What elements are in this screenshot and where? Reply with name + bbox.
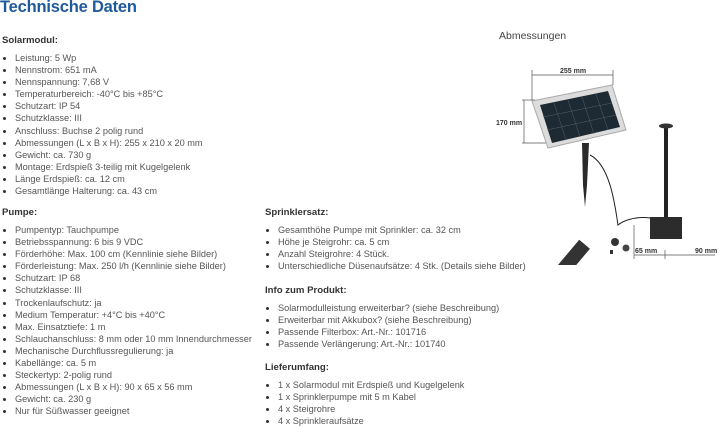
list-item: Montage: Erdspieß 3-teilig mit Kugelgelenk	[0, 161, 203, 173]
list-item: 1 x Sprinklerpumpe mit 5 m Kabel	[263, 391, 464, 403]
info-list	[263, 302, 499, 350]
pumpe-list	[0, 224, 252, 418]
list-item: Förderleistung: Max. 250 l/h (Kennlinie siehe Bilder)	[0, 260, 252, 272]
list-item: Leistung: 5 Wp	[0, 52, 203, 64]
dim-width: 255 mm	[560, 68, 587, 75]
list-item: Schlauchanschluss: 8 mm oder 10 mm Innendurchmesser	[0, 333, 252, 345]
list-item: Steckertyp: 2-polig rund	[0, 369, 252, 381]
liefer-heading: Lieferumfang:	[265, 362, 329, 373]
list-item: Gewicht: ca. 730 g	[0, 149, 203, 161]
list-item: 1 x Solarmodul mit Erdspieß und Kugelgelenk	[263, 379, 464, 391]
list-item: Abmessungen (L x B x H): 255 x 210 x 20 mm	[0, 137, 203, 149]
list-item: Passende Filterbox: Art.-Nr.: 101716	[263, 326, 499, 338]
list-item: Schutzklasse: III	[0, 284, 252, 296]
product-dimension-image	[490, 55, 720, 265]
list-item: Schutzart: IP 68	[0, 272, 252, 284]
list-item: Max. Einsatztiefe: 1 m	[0, 321, 252, 333]
list-item: Schutzart: IP 54	[0, 100, 203, 112]
list-item: Trockenlaufschutz: ja	[0, 297, 252, 309]
dim-pump-length: 90 mm	[695, 248, 718, 255]
pumpe-heading: Pumpe:	[2, 207, 38, 218]
image-caption: Abmessungen	[499, 30, 567, 42]
list-item: Kabellänge: ca. 5 m	[0, 357, 252, 369]
list-item: Pumpentyp: Tauchpumpe	[0, 224, 252, 236]
ground-spike	[582, 143, 589, 207]
list-item: 4 x Sprinkleraufsätze	[263, 415, 464, 427]
liefer-list	[263, 379, 464, 427]
list-item: Nur für Süßwasser geeignet	[0, 405, 252, 417]
riser-pipe	[664, 127, 668, 217]
pump	[650, 217, 682, 239]
list-item: 4 x Steigrohre	[263, 403, 464, 415]
page-title: Technische Daten	[0, 0, 137, 16]
list-item: Anschluss: Buchse 2 polig rund	[0, 125, 203, 137]
solar-heading: Solarmodul:	[2, 35, 58, 46]
dim-pump-depth: 65 mm	[635, 248, 658, 255]
list-item: Mechanische Durchflussregulierung: ja	[0, 345, 252, 357]
list-item: Nennstrom: 651 mA	[0, 64, 203, 76]
list-item: Höhe je Steigrohr: ca. 5 cm	[263, 236, 526, 248]
list-item: Länge Erdspieß: ca. 12 cm	[0, 173, 203, 185]
list-item: Unterschiedliche Düsenaufsätze: 4 Stk. (Details siehe Bilder)	[263, 260, 526, 272]
list-item: Erweiterbar mit Akkubox? (siehe Beschreibung)	[263, 314, 499, 326]
list-item: Gesamthöhe Pumpe mit Sprinkler: ca. 32 cm	[263, 224, 526, 236]
sprinkler-heading: Sprinklersatz:	[265, 207, 329, 218]
list-item: Temperaturbereich: -40°C bis +85°C	[0, 88, 203, 100]
list-item: Betriebsspannung: 6 bis 9 VDC	[0, 236, 252, 248]
dim-height: 170 mm	[496, 120, 523, 127]
list-item: Anzahl Steigrohre: 4 Stück.	[263, 248, 526, 260]
list-item: Gesamtlänge Halterung: ca. 43 cm	[0, 185, 203, 197]
list-item: Schutzklasse: III	[0, 112, 203, 124]
list-item: Solarmodulleistung erweiterbar? (siehe Beschreibung)	[263, 302, 499, 314]
list-item: Abmessungen (L x B x H): 90 x 65 x 56 mm	[0, 381, 252, 393]
solar-panel	[532, 85, 626, 148]
cable	[590, 155, 660, 225]
list-item: Nennspannung: 7,68 V	[0, 76, 203, 88]
sprinkler-list	[263, 224, 526, 272]
list-item: Medium Temperatur: +4°C bis +40°C	[0, 309, 252, 321]
list-item: Förderhöhe: Max. 100 cm (Kennlinie siehe Bilder)	[0, 248, 252, 260]
solar-list	[0, 52, 203, 197]
list-item: Gewicht: ca. 230 g	[0, 393, 252, 405]
list-item: Passende Verlängerung: Art.-Nr.: 101740	[263, 338, 499, 350]
riser-tube	[556, 240, 590, 265]
info-heading: Info zum Produkt:	[265, 285, 347, 296]
